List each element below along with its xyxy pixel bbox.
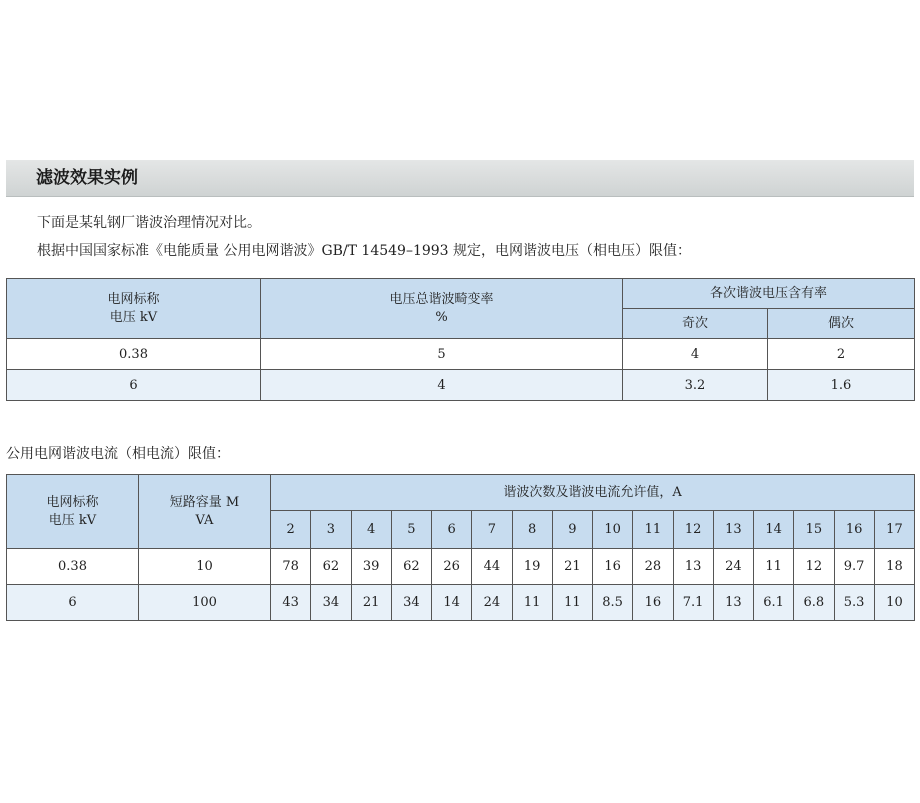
- harmonic-current-value: 43: [271, 585, 311, 621]
- harmonic-order-header: 9: [552, 511, 592, 549]
- harmonic-order-header: 2: [271, 511, 311, 549]
- harmonic-current-value: 18: [874, 549, 914, 585]
- header-nominal-voltage-line2: 电压 kV: [48, 512, 97, 528]
- harmonic-current-value: 7.1: [673, 585, 713, 621]
- harmonic-current-value: 24: [472, 585, 512, 621]
- harmonic-current-limits-table: [6, 474, 915, 621]
- cell-capacity: 100: [139, 585, 271, 621]
- harmonic-current-value: 34: [311, 585, 351, 621]
- harmonic-order-header: 15: [794, 511, 834, 549]
- cell-voltage: 6: [7, 370, 261, 401]
- harmonic-current-value: 21: [351, 585, 391, 621]
- cell-odd: 4: [623, 339, 768, 370]
- harmonic-order-header: 10: [593, 511, 633, 549]
- header-odd: 奇次: [623, 309, 768, 339]
- table-row: [7, 370, 915, 401]
- harmonic-order-header: 12: [673, 511, 713, 549]
- harmonic-current-value: 6.8: [794, 585, 834, 621]
- harmonic-current-value: 21: [552, 549, 592, 585]
- harmonic-current-value: 11: [754, 549, 794, 585]
- intro-line-2: 根据中国国家标准《电能质量 公用电网谐波》GB/T 14549–1993 规定，电网谐波电压（相电压）限值：: [37, 243, 692, 259]
- harmonic-current-value: 10: [874, 585, 914, 621]
- harmonic-order-header: 4: [351, 511, 391, 549]
- header-thd: [261, 279, 623, 339]
- harmonic-current-value: 78: [271, 549, 311, 585]
- header-nominal-voltage-line1: 电网标称: [107, 291, 160, 307]
- header-thd-line1: 电压总谐波畸变率: [389, 291, 494, 307]
- harmonic-current-value: 11: [512, 585, 552, 621]
- harmonic-current-value: 5.3: [834, 585, 874, 621]
- harmonic-order-header: 11: [633, 511, 673, 549]
- cell-thd: 5: [261, 339, 623, 370]
- current-table-caption: 公用电网谐波电流（相电流）限值：: [6, 446, 230, 462]
- harmonic-current-value: 34: [391, 585, 431, 621]
- harmonic-current-value: 16: [633, 585, 673, 621]
- header-nominal-voltage: [7, 475, 139, 549]
- table-row: [7, 339, 915, 370]
- header-nominal-voltage-line1: 电网标称: [46, 494, 99, 510]
- harmonic-order-header: 8: [512, 511, 552, 549]
- harmonic-order-header: 3: [311, 511, 351, 549]
- cell-thd: 4: [261, 370, 623, 401]
- cell-even: 2: [768, 339, 915, 370]
- harmonic-current-value: 44: [472, 549, 512, 585]
- harmonic-current-value: 16: [593, 549, 633, 585]
- harmonic-order-header: 13: [713, 511, 753, 549]
- header-harmonic-content: 各次谐波电压含有率: [623, 279, 915, 309]
- harmonic-voltage-limits-table: [6, 278, 915, 401]
- header-short-circuit-capacity: [139, 475, 271, 549]
- cell-even: 1.6: [768, 370, 915, 401]
- section-title: 滤波效果实例: [36, 168, 138, 188]
- header-harmonic-orders: 谐波次数及谐波电流允许值，A: [271, 475, 915, 511]
- harmonic-current-value: 28: [633, 549, 673, 585]
- harmonic-order-header: 6: [432, 511, 472, 549]
- harmonic-order-header: 7: [472, 511, 512, 549]
- harmonic-current-value: 13: [673, 549, 713, 585]
- header-capacity-line1: 短路容量 M: [169, 494, 240, 510]
- harmonic-order-header: 5: [391, 511, 431, 549]
- harmonic-current-value: 39: [351, 549, 391, 585]
- harmonic-current-value: 13: [713, 585, 753, 621]
- cell-voltage: 0.38: [7, 549, 139, 585]
- harmonic-order-header: 14: [754, 511, 794, 549]
- intro-line-1: 下面是某轧钢厂谐波治理情况对比。: [37, 215, 261, 231]
- harmonic-current-value: 62: [311, 549, 351, 585]
- header-capacity-line2: VA: [195, 512, 214, 528]
- header-nominal-voltage-line2: 电压 kV: [109, 309, 158, 325]
- harmonic-current-value: 11: [552, 585, 592, 621]
- header-thd-line2: %: [435, 309, 448, 325]
- harmonic-current-value: 8.5: [593, 585, 633, 621]
- harmonic-current-value: 9.7: [834, 549, 874, 585]
- table-row: [7, 549, 915, 585]
- harmonic-order-header: 17: [874, 511, 914, 549]
- header-nominal-voltage: [7, 279, 261, 339]
- header-even: 偶次: [768, 309, 915, 339]
- section-header-bar: [6, 160, 914, 197]
- cell-capacity: 10: [139, 549, 271, 585]
- harmonic-current-value: 12: [794, 549, 834, 585]
- cell-voltage: 6: [7, 585, 139, 621]
- cell-odd: 3.2: [623, 370, 768, 401]
- table-row: [7, 585, 915, 621]
- cell-voltage: 0.38: [7, 339, 261, 370]
- harmonic-current-value: 14: [432, 585, 472, 621]
- harmonic-current-value: 24: [713, 549, 753, 585]
- harmonic-current-value: 6.1: [754, 585, 794, 621]
- harmonic-current-value: 26: [432, 549, 472, 585]
- harmonic-order-header: 16: [834, 511, 874, 549]
- harmonic-current-value: 62: [391, 549, 431, 585]
- harmonic-current-value: 19: [512, 549, 552, 585]
